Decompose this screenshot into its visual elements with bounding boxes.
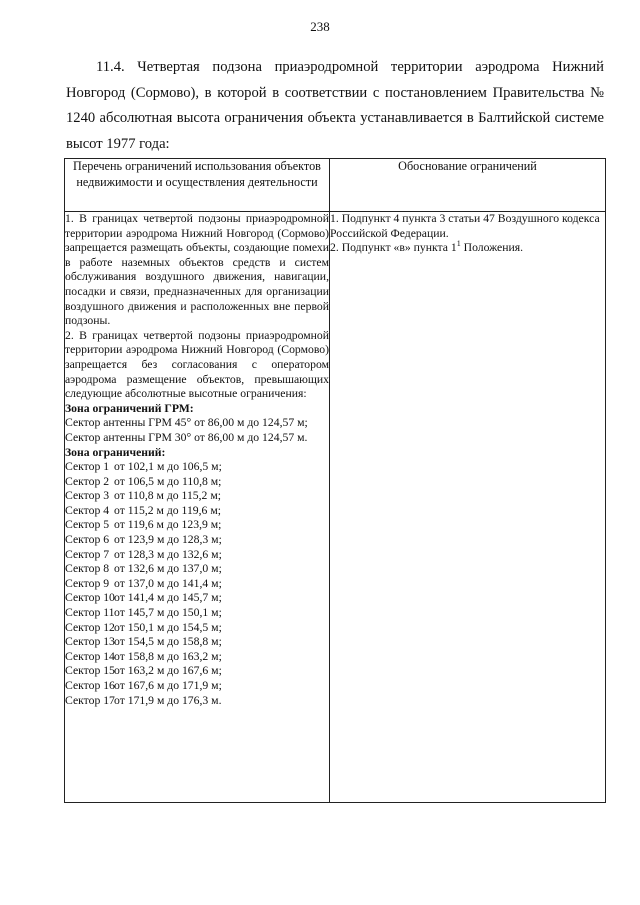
sector-name: Сектор 16 — [65, 679, 115, 692]
sector-name: Сектор 8 — [65, 562, 110, 576]
table-header-row — [65, 159, 606, 212]
sector-range: от 141,4 м до 145,7 м; — [114, 591, 222, 605]
sector-list — [65, 460, 329, 708]
list-item — [65, 635, 329, 650]
sector-name: Сектор 13 — [65, 635, 115, 649]
list-item — [65, 533, 329, 548]
list-item — [65, 489, 329, 504]
sector-name: Сектор 4 — [65, 503, 110, 517]
sector-name: Сектор 5 — [65, 518, 110, 532]
list-item — [65, 591, 329, 606]
header-restrictions-basis: Обоснование ограничений — [330, 159, 606, 212]
sector-name: Сектор 17 — [65, 693, 115, 707]
intro-paragraph — [66, 55, 604, 157]
sector-range: от 167,6 м до 171,9 м; — [114, 679, 222, 692]
sector-range: от 150,1 м до 154,5 м; — [114, 620, 222, 634]
sector-name: Сектор 6 — [65, 533, 110, 547]
restrictions-cell — [65, 212, 330, 803]
grm-sector-45: Сектор антенны ГРМ 45° от 86,00 м до 124,57 м; — [65, 416, 308, 430]
header-restrictions-list: Перечень ограничений использования объектов недвижимости и осуществления деятельности — [65, 159, 330, 212]
sector-range: от 110,8 м до 115,2 м; — [114, 489, 221, 503]
sector-range: от 158,8 м до 163,2 м; — [114, 649, 222, 663]
sector-range: от 171,9 м до 176,3 м. — [114, 693, 222, 707]
sector-range: от 106,5 м до 110,8 м; — [114, 474, 222, 488]
sector-name: Сектор 10 — [65, 591, 115, 605]
sector-range: от 137,0 м до 141,4 м; — [114, 576, 222, 590]
basis-cell — [330, 212, 606, 803]
sector-name: Сектор 11 — [65, 606, 115, 620]
grm-zone-title: Зона ограничений ГРМ: — [65, 401, 194, 415]
intro-text: 11.4. Четвертая подзона приаэродромной территории аэродрома Нижний Новгород (Сормово), в которой в соответствии с постановлением Правительства № 1240 абсолютная высота ограничения объекта устанавливается в Балтийской системе высот 1977 года: — [66, 59, 604, 152]
sector-name: Сектор 1 — [65, 460, 110, 474]
sector-name: Сектор 2 — [65, 474, 110, 488]
list-item — [65, 504, 329, 519]
sector-name: Сектор 12 — [65, 620, 115, 634]
restriction-item-1: 1. В границах четвертой подзоны приаэродромной территории аэродрома Нижний Новгород (Сормово) запрещается размещать объекты, создающие помехи в работе наземных объектов средств и систем обслуживания воздушного движения, навигации, посадки и связи, предназначенных для организации воздушного движения и расположенных вне первой подзоны. — [65, 212, 329, 328]
sector-name: Сектор 3 — [65, 489, 110, 503]
list-item — [65, 650, 329, 665]
list-item — [65, 606, 329, 621]
sector-range: от 154,5 м до 158,8 м; — [114, 635, 222, 649]
list-item — [65, 460, 329, 475]
table-body-row — [65, 212, 606, 803]
list-item — [65, 518, 329, 533]
basis-item-2-tail: Положения. — [460, 241, 524, 255]
sector-name: Сектор 7 — [65, 547, 110, 561]
sector-range: от 132,6 м до 137,0 м; — [114, 562, 222, 576]
sector-name: Сектор 15 — [65, 664, 115, 678]
sector-range: от 123,9 м до 128,3 м; — [114, 533, 222, 547]
restriction-item-2: 2. В границах четвертой подзоны приаэродромной территории аэродрома Нижний Новгород (Сормово) запрещается без согласования с оператором аэродрома размещение объектов, превышающих следующие абсолютные высотные ограничения: — [65, 328, 329, 401]
list-item — [65, 694, 329, 709]
sector-range: от 119,6 м до 123,9 м; — [114, 518, 222, 532]
restrictions-table — [64, 158, 606, 803]
grm-sector-30: Сектор антенны ГРМ 30° от 86,00 м до 124,57 м. — [65, 430, 308, 444]
sector-range: от 163,2 м до 167,6 м; — [114, 664, 222, 678]
basis-item-2-superscript: 1 — [456, 239, 461, 249]
list-item — [65, 621, 329, 636]
basis-item-2-text: 2. Подпункт «в» пункта 1 — [330, 241, 457, 255]
zone-title: Зона ограничений: — [65, 445, 166, 459]
page-number: 238 — [310, 19, 330, 34]
basis-item-1: 1. Подпункт 4 пункта 3 статьи 47 Воздушного кодекса Российской Федерации. — [330, 212, 600, 240]
sector-range: от 115,2 м до 119,6 м; — [114, 503, 221, 517]
basis-item-2 — [330, 241, 605, 256]
list-item — [65, 577, 329, 592]
list-item — [65, 475, 329, 490]
list-item — [65, 562, 329, 577]
sector-name: Сектор 14 — [65, 649, 115, 663]
sector-range: от 128,3 м до 132,6 м; — [114, 547, 222, 561]
sector-name: Сектор 9 — [65, 576, 110, 590]
sector-range: от 102,1 м до 106,5 м; — [114, 460, 222, 474]
list-item — [65, 679, 329, 694]
sector-range: от 145,7 м до 150,1 м; — [114, 606, 222, 620]
list-item — [65, 664, 329, 679]
list-item — [65, 548, 329, 563]
